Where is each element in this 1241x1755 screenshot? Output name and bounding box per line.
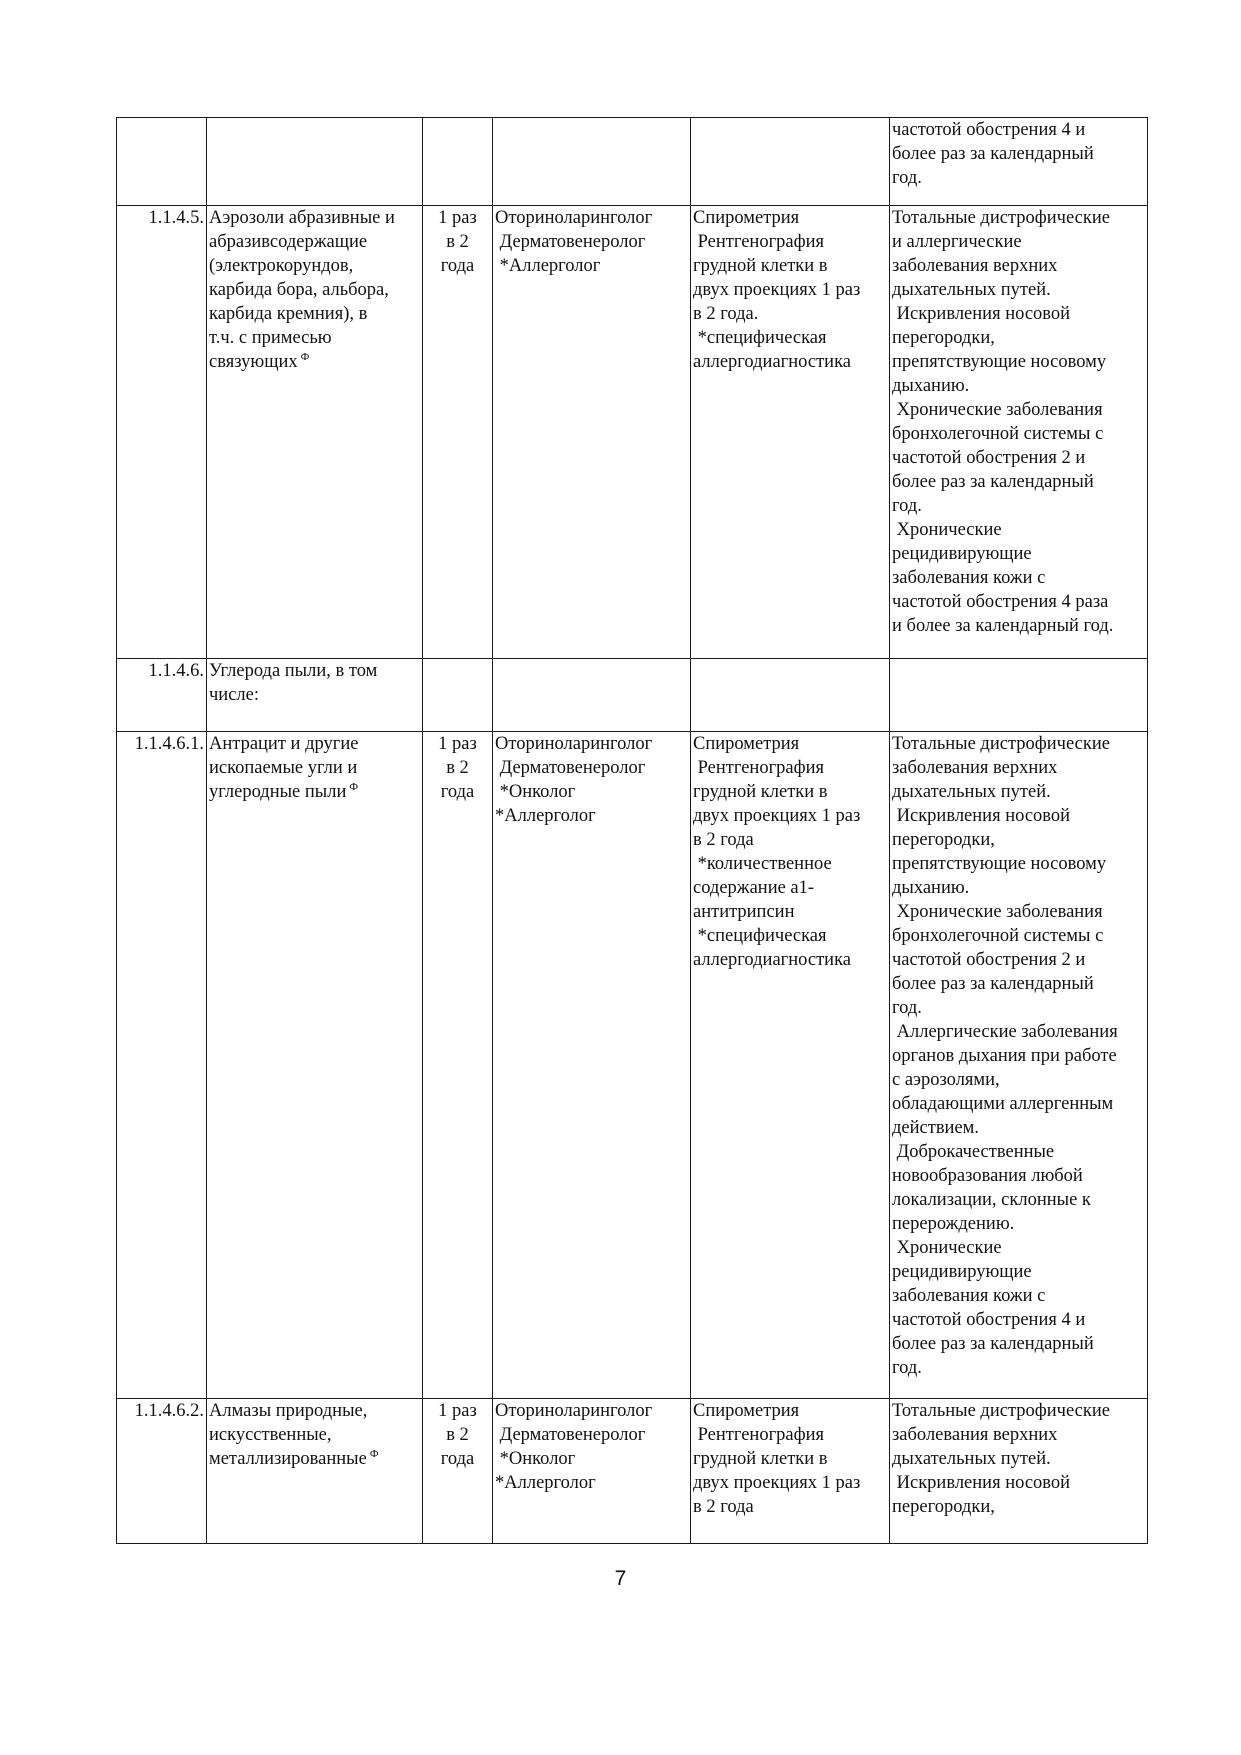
occupational-hazards-table (116, 117, 1148, 1544)
cell-hazard-name: Алмазы природные, искусственные, металлизированные $^Ф$ (207, 1399, 423, 1544)
cell-tests: Спирометрия Рентгенография грудной клетки в двух проекциях 1 раз в 2 года *количественное содержание а1- антитрипсин *специфическая аллергодиагностика (691, 732, 890, 1399)
fibrogenic-marker: Ф (349, 781, 359, 793)
table-row (117, 206, 1148, 659)
cell-tests (691, 118, 890, 206)
contra-line: год. (892, 168, 922, 188)
table-row (117, 1399, 1148, 1544)
cell-hazard-name (207, 118, 423, 206)
cell-item-number: 1.1.4.6. (117, 659, 207, 732)
cell-contraindications (890, 659, 1148, 732)
cell-hazard-name: Антрацит и другие ископаемые угли и углеродные пыли $^Ф$ (207, 732, 423, 1399)
cell-hazard-name: Аэрозоли абразивные и абразивсодержащие (электрокорундов, карбида бора, альбора, карбида кремния), в т.ч. с примесью связующих $^Ф$ (207, 206, 423, 659)
cell-contraindications (890, 118, 1148, 206)
cell-contraindications: Тотальные дистрофические заболевания верхних дыхательных путей. Искривления носовой перегородки, препятствующие носовому дыханию. Хронические заболевания бронхолегочной системы с частотой обострения 2 и более раз за календарный год. Аллергические заболевания органов дыхания при работе с аэрозолями, обладающими аллергенным действием. Доброкачественные новообразования любой локализации, склонные к перерождению. Хронические рецидивирующие заболевания кожи с частотой обострения 4 и более раз за календарный год. (890, 732, 1148, 1399)
cell-doctors: Оториноларинголог Дерматовенеролог *Аллерголог (493, 206, 691, 659)
cell-item-number: 1.1.4.6.2. (117, 1399, 207, 1544)
cell-doctors: Оториноларинголог Дерматовенеролог *Онколог *Аллерголог (493, 732, 691, 1399)
table-row (117, 732, 1148, 1399)
table-row (117, 659, 1148, 732)
cell-doctors: Оториноларинголог Дерматовенеролог *Онколог *Аллерголог (493, 1399, 691, 1544)
cell-tests: Спирометрия Рентгенография грудной клетки в двух проекциях 1 раз в 2 года. *специфическая аллергодиагностика (691, 206, 890, 659)
cell-frequency (423, 118, 493, 206)
contra-line: частотой обострения 4 и (892, 120, 1086, 140)
cell-item-number: 1.1.4.5. (117, 206, 207, 659)
cell-frequency: 1 раз в 2 года (423, 732, 493, 1399)
cell-contraindications: Тотальные дистрофические и аллергические заболевания верхних дыхательных путей. Искривления носовой перегородки, препятствующие носовому дыханию. Хронические заболевания бронхолегочной системы с частотой обострения 2 и более раз за календарный год. Хронические рецидивирующие заболевания кожи с частотой обострения 4 раза и более за календарный год. (890, 206, 1148, 659)
contra-line: более раз за календарный (892, 144, 1094, 164)
table-row (117, 118, 1148, 206)
cell-tests: Спирометрия Рентгенография грудной клетки в двух проекциях 1 раз в 2 года (691, 1399, 890, 1544)
fibrogenic-marker: Ф (300, 351, 310, 363)
cell-frequency (423, 659, 493, 732)
cell-contraindications: Тотальные дистрофические заболевания верхних дыхательных путей. Искривления носовой перегородки, (890, 1399, 1148, 1544)
cell-item-number (117, 118, 207, 206)
cell-doctors (493, 659, 691, 732)
cell-hazard-name: Углерода пыли, в том числе: (207, 659, 423, 732)
cell-frequency: 1 раз в 2 года (423, 1399, 493, 1544)
cell-tests (691, 659, 890, 732)
table-body (117, 118, 1148, 1544)
cell-frequency: 1 раз в 2 года (423, 206, 493, 659)
cell-item-number: 1.1.4.6.1. (117, 732, 207, 1399)
fibrogenic-marker: Ф (369, 1448, 379, 1460)
cell-doctors (493, 118, 691, 206)
page-number: 7 (614, 1567, 627, 1590)
